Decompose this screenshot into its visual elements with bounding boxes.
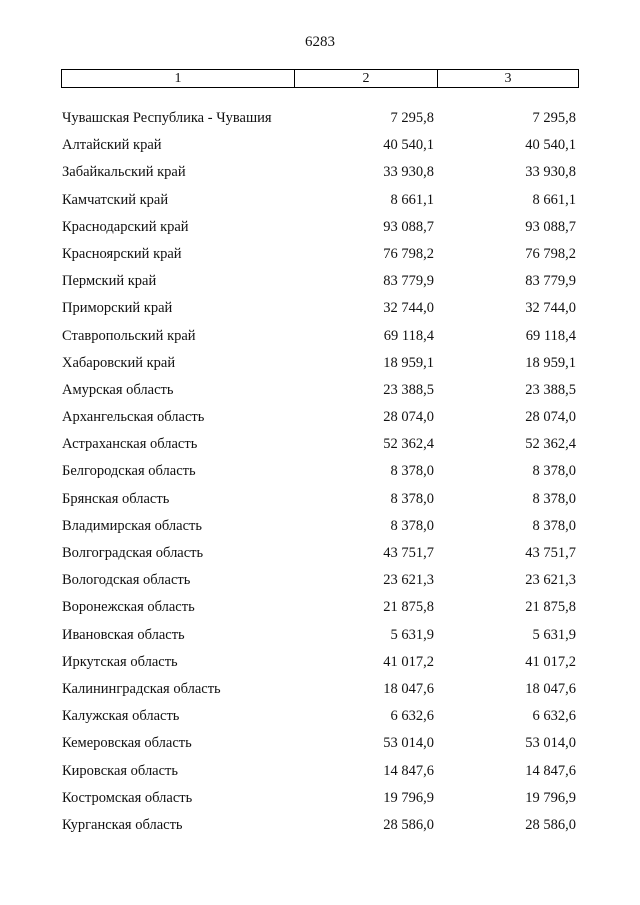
table-row	[0, 380, 640, 407]
table-row	[0, 271, 640, 298]
region-name: Приморский край	[62, 300, 173, 317]
value-col-2: 28 586,0	[383, 816, 434, 833]
table-row	[0, 108, 640, 135]
table-row	[0, 543, 640, 570]
value-col-2: 6 632,6	[390, 708, 434, 725]
value-col-3: 19 796,9	[525, 789, 576, 806]
value-col-2: 18 959,1	[383, 354, 434, 371]
table-row	[0, 815, 640, 842]
value-col-2: 7 295,8	[390, 110, 434, 126]
value-col-3: 41 017,2	[525, 653, 576, 670]
region-name: Ставропольский край	[62, 327, 196, 344]
region-name: Владимирская область	[62, 517, 202, 534]
page-number: 6283	[305, 34, 335, 50]
region-name: Забайкальский край	[62, 164, 186, 181]
value-col-3: 43 751,7	[525, 545, 576, 561]
value-col-2: 14 847,6	[383, 762, 434, 779]
region-name: Камчатский край	[62, 191, 169, 208]
value-col-2: 41 017,2	[383, 653, 434, 670]
region-name: Хабаровский край	[62, 354, 176, 371]
region-name: Костромская область	[62, 789, 193, 806]
region-name: Красноярский край	[62, 245, 182, 262]
region-name: Чувашская Республика - Чувашия	[62, 110, 272, 126]
table-body	[0, 108, 640, 842]
value-col-2: 8 661,1	[390, 191, 434, 208]
value-col-3: 18 959,1	[525, 354, 576, 371]
region-name: Воронежская область	[62, 599, 195, 616]
table-row	[0, 489, 640, 516]
value-col-2: 23 621,3	[383, 572, 434, 589]
table-row	[0, 706, 640, 733]
value-col-2: 32 744,0	[383, 300, 434, 317]
region-name: Алтайский край	[62, 137, 162, 154]
region-name: Вологодская область	[62, 572, 191, 589]
value-col-3: 33 930,8	[525, 164, 576, 181]
value-col-3: 40 540,1	[525, 137, 576, 154]
table-row	[0, 434, 640, 461]
value-col-2: 33 930,8	[383, 164, 434, 181]
table-header	[61, 69, 579, 88]
value-col-3: 21 875,8	[525, 599, 576, 616]
value-col-2: 8 378,0	[390, 517, 434, 534]
region-name: Иркутская область	[62, 653, 178, 670]
table-row	[0, 326, 640, 353]
table-row	[0, 461, 640, 488]
region-name: Архангельская область	[62, 409, 205, 426]
value-col-3: 28 074,0	[525, 409, 576, 426]
value-col-3: 93 088,7	[525, 218, 576, 235]
value-col-2: 40 540,1	[383, 137, 434, 154]
region-name: Калужская область	[62, 708, 180, 725]
value-col-2: 83 779,9	[383, 273, 434, 290]
value-col-2: 52 362,4	[383, 436, 434, 453]
value-col-3: 23 621,3	[525, 572, 576, 589]
value-col-2: 23 388,5	[383, 381, 434, 398]
value-col-3: 7 295,8	[532, 110, 576, 126]
value-col-3: 23 388,5	[525, 381, 576, 398]
region-name: Волгоградская область	[62, 545, 204, 561]
value-col-3: 5 631,9	[532, 626, 576, 643]
table-row	[0, 353, 640, 380]
value-col-3: 32 744,0	[525, 300, 576, 317]
value-col-3: 8 378,0	[532, 463, 576, 480]
value-col-3: 14 847,6	[525, 762, 576, 779]
table-row	[0, 516, 640, 543]
value-col-2: 19 796,9	[383, 789, 434, 806]
value-col-2: 28 074,0	[383, 409, 434, 426]
table-row	[0, 652, 640, 679]
table-row	[0, 679, 640, 706]
header-col-3: 3	[504, 70, 512, 86]
value-col-3: 83 779,9	[525, 273, 576, 290]
value-col-3: 69 118,4	[525, 327, 576, 344]
region-name: Калининградская область	[62, 680, 221, 697]
region-name: Кемеровская область	[62, 735, 192, 752]
value-col-2: 8 378,0	[390, 463, 434, 480]
value-col-2: 53 014,0	[383, 735, 434, 752]
header-col-1: 1	[62, 70, 295, 87]
value-col-2: 21 875,8	[383, 599, 434, 616]
value-col-3: 8 378,0	[532, 517, 576, 534]
table-row	[0, 217, 640, 244]
value-col-3: 8 378,0	[532, 490, 576, 507]
value-col-3: 52 362,4	[525, 436, 576, 453]
value-col-3: 18 047,6	[525, 680, 576, 697]
value-col-2: 76 798,2	[383, 245, 434, 262]
table-row	[0, 625, 640, 652]
table-row	[0, 733, 640, 760]
region-name: Белгородская область	[62, 463, 196, 480]
table-row	[0, 162, 640, 189]
region-name: Курганская область	[62, 816, 183, 833]
table-row	[0, 135, 640, 162]
region-name: Кировская область	[62, 762, 179, 779]
value-col-2: 43 751,7	[383, 545, 434, 561]
region-name: Ивановская область	[62, 626, 185, 643]
region-name: Брянская область	[62, 490, 170, 507]
region-name: Краснодарский край	[62, 218, 189, 235]
value-col-2: 5 631,9	[390, 626, 434, 643]
value-col-3: 8 661,1	[532, 191, 576, 208]
value-col-3: 6 632,6	[532, 708, 576, 725]
table-row	[0, 597, 640, 624]
value-col-2: 93 088,7	[383, 218, 434, 235]
table-row	[0, 190, 640, 217]
value-col-2: 69 118,4	[383, 327, 434, 344]
table-row	[0, 298, 640, 325]
value-col-2: 8 378,0	[390, 490, 434, 507]
value-col-3: 28 586,0	[525, 816, 576, 833]
value-col-3: 76 798,2	[525, 245, 576, 262]
region-name: Пермский край	[62, 273, 157, 290]
value-col-2: 18 047,6	[383, 680, 434, 697]
region-name: Астраханская область	[62, 436, 198, 453]
table-row	[0, 244, 640, 271]
table-row	[0, 761, 640, 788]
header-col-2: 2	[295, 70, 438, 87]
region-name: Амурская область	[62, 381, 174, 398]
table-row	[0, 407, 640, 434]
value-col-3: 53 014,0	[525, 735, 576, 752]
table-row	[0, 570, 640, 597]
table-row	[0, 788, 640, 815]
